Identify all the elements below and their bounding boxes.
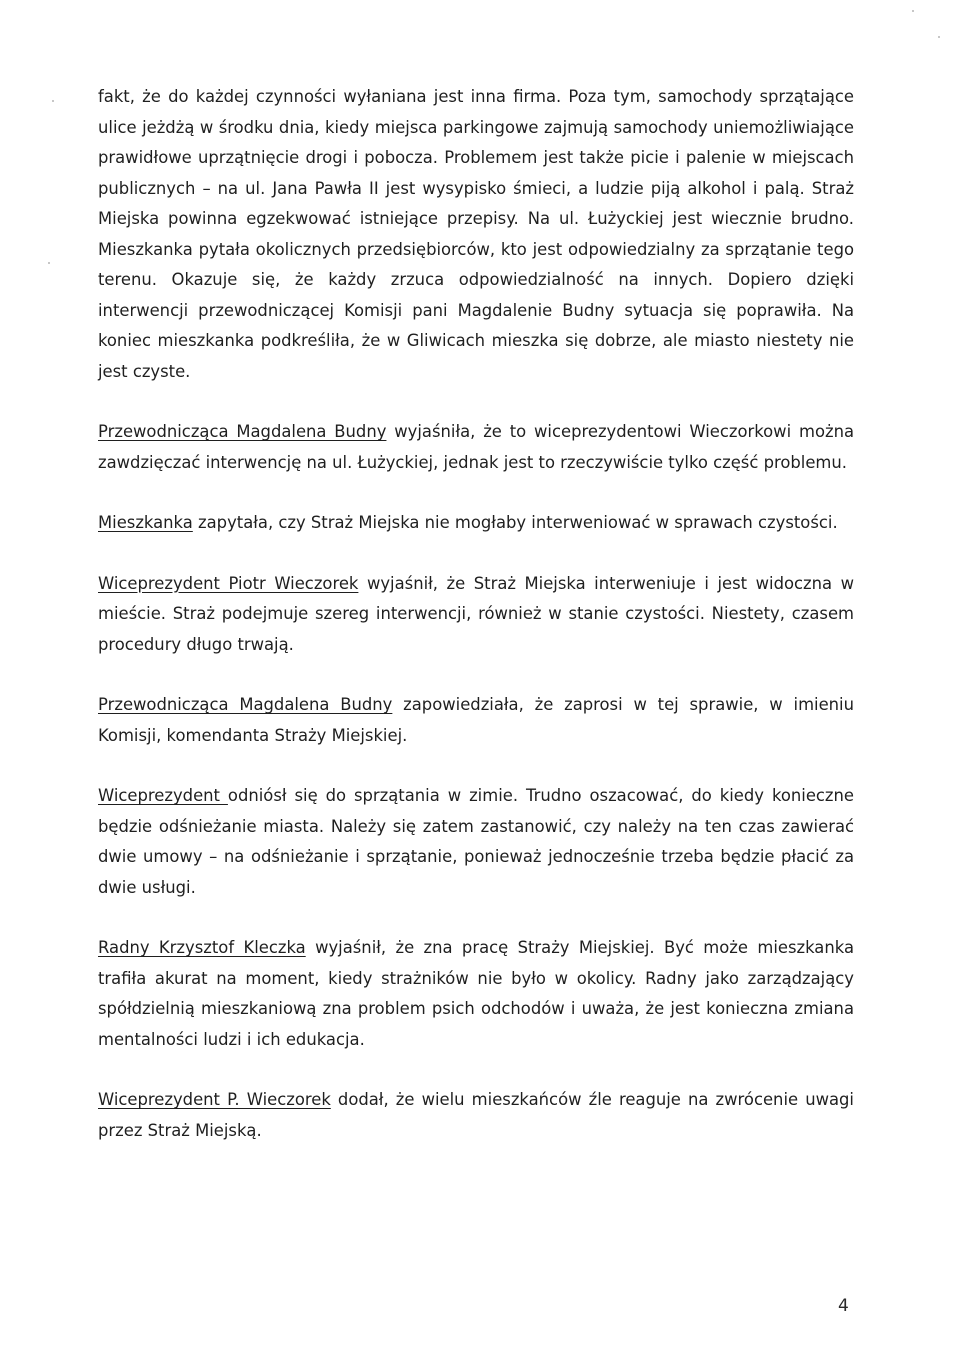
page-number: 4: [838, 1296, 849, 1316]
speaker-name: Wiceprezydent P. Wieczorek: [98, 1090, 331, 1109]
paragraph-statement: [98, 508, 854, 539]
scan-speck: [938, 36, 940, 38]
paragraph-statement: [98, 417, 854, 478]
paragraph-continuation: [98, 82, 854, 387]
paragraph-text: odniósł się do sprzątania w zimie. Trudno oszacować, do kiedy konieczne będzie odśnieżanie miasta. Należy się zatem zastanowić, czy należy na ten czas zawierać dwie umowy – na odśnieżanie i sprzątanie, ponieważ jednocześnie trzeba będzie płacić za dwie usługi.: [98, 786, 854, 897]
paragraph-text: dodał, że wielu mieszkańców źle reaguje na zwrócenie uwagi przez Straż Miejską.: [98, 1090, 854, 1140]
paragraph-text: wyjaśniła, że to wiceprezydentowi Wieczorkowi można zawdzięczać interwencję na ul. Łużyckiej, jednak jest to rzeczywiście tylko część problemu.: [98, 422, 855, 472]
speaker-name: Radny Krzysztof Kleczka: [98, 938, 306, 957]
paragraph-text: fakt, że do każdej czynności wyłaniana jest inna firma. Poza tym, samochody sprzątające ulice jeżdżą w środku dnia, kiedy miejsca parkingowe zajmują samochody uniemożliwiające prawidłowe uprzątnięcie drogi i pobocza. Problemem jest także picie i palenie w miejscach publicznych – na ul. Jana Pawła II jest wysypisko śmieci, a ludzie piją alkohol i palą. Straż Miejska powinna egzekwować istniejące przepisy. Na ul. Łużyckiej jest wiecznie brudno. Mieszkanka pytała okolicznych przedsiębiorców, kto jest odpowiedzialny za sprzątanie tego terenu. Okazuje się, że każdy zrzuca odpowiedzialność na innych. Dopiero dzięki interwencji przewodniczącej Komisji pani Magdalenie Budny sytuacja się poprawiła. Na koniec mieszkanka podkreśliła, że w Gliwicach mieszka się dobrze, ale miasto niestety nie jest czyste.: [98, 87, 854, 381]
paragraph-text: zapowiedziała, że zaprosi w tej sprawie, w imieniu Komisji, komendanta Straży Miejskiej.: [98, 695, 855, 745]
paragraph-statement: [98, 690, 854, 751]
paragraph-statement: [98, 781, 854, 903]
paragraph-text: wyjaśnił, że zna pracę Straży Miejskiej. Być może mieszkanka trafiła akurat na moment, kiedy strażników nie było w okolicy. Radny jako zarządzający spółdzielnią mieszkaniową zna problem psich odchodów i uważa, że jest konieczna zmiana mentalności ludzi i ich edukacja.: [98, 938, 854, 1049]
paragraph-statement: [98, 1085, 854, 1146]
speaker-name: Mieszkanka: [98, 513, 193, 532]
speaker-name: Przewodnicząca Magdalena Budny: [98, 422, 387, 441]
speaker-name: Przewodnicząca Magdalena Budny: [98, 695, 393, 714]
speaker-name: Wiceprezydent: [98, 786, 228, 805]
document-body: [98, 82, 854, 1146]
scan-speck: [912, 10, 914, 12]
paragraph-text: zapytała, czy Straż Miejska nie mogłaby interweniować w sprawach czystości.: [192, 513, 838, 532]
paragraph-text: wyjaśnił, że Straż Miejska interweniuje i jest widoczna w mieście. Straż podejmuje szereg interwencji, również w stanie czystości. Niestety, czasem procedury długo trwają.: [98, 573, 854, 654]
scan-speck: [52, 100, 54, 102]
paragraph-statement: [98, 569, 854, 661]
speaker-name: Wiceprezydent Piotr Wieczorek: [98, 573, 359, 593]
scan-speck: [48, 262, 50, 264]
paragraph-statement: [98, 933, 854, 1055]
